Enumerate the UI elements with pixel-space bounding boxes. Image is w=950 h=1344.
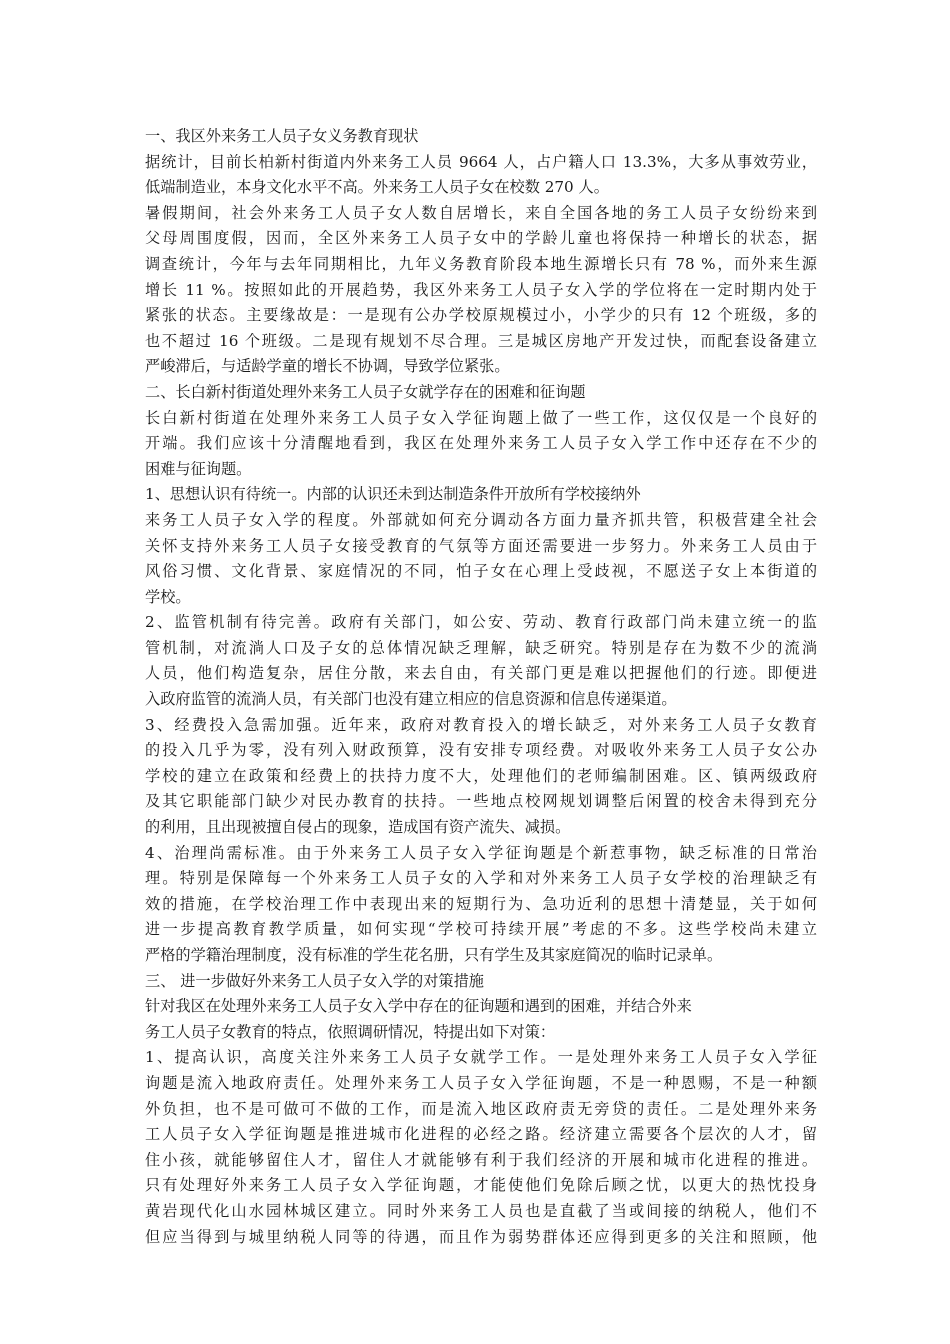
text-line: 1、提高认识，高度关注外来务工人员子女就学工作。一是处理外来务工人员子女入学征 <box>145 1048 817 1067</box>
text-line: 也不超过 16 个班级。二是现有规划不尽合理。三是城区房地产开发过快，而配套设备建立 <box>145 331 817 350</box>
text-line: 及其它职能部门缺少对民办教育的扶持。一些地点校网规划调整后闲置的校舍未得到充分 <box>145 792 817 811</box>
text-line: 3、经费投入急需加强。近年来，政府对教育投入的增长缺乏，对外来务工人员子女教育 <box>145 715 817 734</box>
text-line: 据统计，目前长柏新村街道内外来务工人员 9664 人，占户籍人口 13.3%，大多从事效劳业， <box>145 152 817 171</box>
text-line: 父母周围度假，因而，全区外来务工人员子女中的学龄儿童也将保持一种增长的状态，据 <box>145 229 817 248</box>
text-line: 一、我区外来务工人员子女义务教育现状 <box>145 127 419 145</box>
text-line: 暑假期间，社会外来务工人员子女人数自居增长，来自全国各地的务工人员子女纷纷来到 <box>145 203 817 222</box>
text-line: 学校的建立在政策和经费上的扶持力度不大，处理他们的老师编制困难。区、镇两级政府 <box>145 766 817 785</box>
text-line: 1、思想认识有待统一。内部的认识还未到达制造条件开放所有学校接纳外 <box>145 485 641 504</box>
text-line: 针对我区在处理外来务工人员子女入学中存在的征询题和遇到的困难，并结合外来 <box>145 997 692 1016</box>
text-line: 学校。 <box>145 587 191 606</box>
text-line: 长白新村街道在处理外来务工人员子女入学征询题上做了一些工作，这仅仅是一个良好的 <box>145 408 817 427</box>
text-line: 风俗习惯、文化背景、家庭情况的不同，怕子女在心理上受歧视，不愿送子女上本街道的 <box>145 562 817 581</box>
text-line: 2、监管机制有待完善。政府有关部门，如公安、劳动、教育行政部门尚未建立统一的监 <box>145 613 817 632</box>
text-line: 的投入几乎为零，没有列入财政预算，没有安排专项经费。对吸收外来务工人员子女公办 <box>145 741 817 760</box>
text-line: 入政府监管的流淌人员，有关部门也没有建立相应的信息资源和信息传递渠道。 <box>145 690 677 709</box>
text-line: 紧张的状态。主要缘故是：一是现有公办学校原规模过小，小学少的只有 12 个班级，多的 <box>145 306 817 325</box>
text-line: 管机制，对流淌人口及子女的总体情况缺乏理解，缺乏研究。特别是存在为数不少的流淌 <box>145 638 817 657</box>
text-line: 进一步提高教育教学质量，如何实现“学校可持续开展”考虑的不多。这些学校尚未建立 <box>145 920 817 939</box>
text-line: 4、治理尚需标准。由于外来务工人员子女入学征询题是个新惹事物，缺乏标准的日常治 <box>145 843 817 862</box>
text-line: 的利用，且出现被擅自侵占的现象，造成国有资产流失、减损。 <box>145 818 571 837</box>
text-line: 效的措施，在学校治理工作中表现出来的短期行为、急功近利的思想十清楚显，关于如何 <box>145 894 817 913</box>
text-line: 但应当得到与城里纳税人同等的待遇，而且作为弱势群体还应得到更多的关注和照顾，他 <box>145 1227 817 1246</box>
text-line: 只有处理好外来务工人员子女入学征询题，才能使他们免除后顾之忧，以更大的热忱投身 <box>145 1176 817 1195</box>
text-line: 严峻滞后，与适龄学童的增长不协调，导致学位紧张。 <box>145 357 510 376</box>
text-line: 务工人员子女教育的特点，依照调研情况，特提出如下对策： <box>145 1022 556 1041</box>
text-line: 住小孩，就能够留住人才，留住人才就能够有利于我们经济的开展和城市化进程的推进。 <box>145 1150 817 1169</box>
text-line: 困难与征询题。 <box>145 459 252 478</box>
text-line: 工人员子女入学征询题是推进城市化进程的必经之路。经济建立需要各个层次的人才，留 <box>145 1125 817 1144</box>
text-line: 黄岩现代化山水园林城区建立。同时外来务工人员也是直截了当或间接的纳税人，他们不 <box>145 1201 817 1220</box>
text-line: 关怀支持外来务工人员子女接受教育的气氛等方面还需要进一步努力。外来务工人员由于 <box>145 536 817 555</box>
text-line: 询题是流入地政府责任。处理外来务工人员子女入学征询题，不是一种恩赐，不是一种额 <box>145 1073 817 1092</box>
text-line: 增长 11 %。按照如此的开展趋势，我区外来务工人员子女入学的学位将在一定时期内处于 <box>145 280 817 299</box>
text-line: 开端。我们应该十分清醒地看到，我区在处理外来务工人员子女入学工作中还存在不少的 <box>145 434 817 453</box>
text-line: 二、长白新村街道处理外来务工人员子女就学存在的困难和征询题 <box>145 382 586 401</box>
text-line: 外负担，也不是可做可不做的工作，而是流入地区政府责无旁贷的责任。二是处理外来务 <box>145 1099 817 1118</box>
text-line: 三、 进一步做好外来务工人员子女入学的对策措施 <box>145 971 484 990</box>
text-line: 理。特别是保障每一个外来务工人员子女的入学和对外来务工人员子女学校的治理缺乏有 <box>145 869 817 888</box>
text-line: 严格的学籍治理制度，没有标准的学生花名册，只有学生及其家庭简况的临时记录单。 <box>145 946 723 964</box>
text-line: 人员，他们构造复杂，居住分散，来去自由，有关部门更是难以把握他们的行迹。即便进 <box>145 664 817 683</box>
document-body <box>145 124 817 1250</box>
text-line: 低端制造业，本身文化水平不高。外来务工人员子女在校数 270 人。 <box>145 178 609 197</box>
text-line: 调查统计，今年与去年同期相比，九年义务教育阶段本地生源增长只有 78 %，而外来生源 <box>145 254 817 273</box>
text-line: 来务工人员子女入学的程度。外部就如何充分调动各方面力量齐抓共管，积极营建全社会 <box>145 510 817 529</box>
